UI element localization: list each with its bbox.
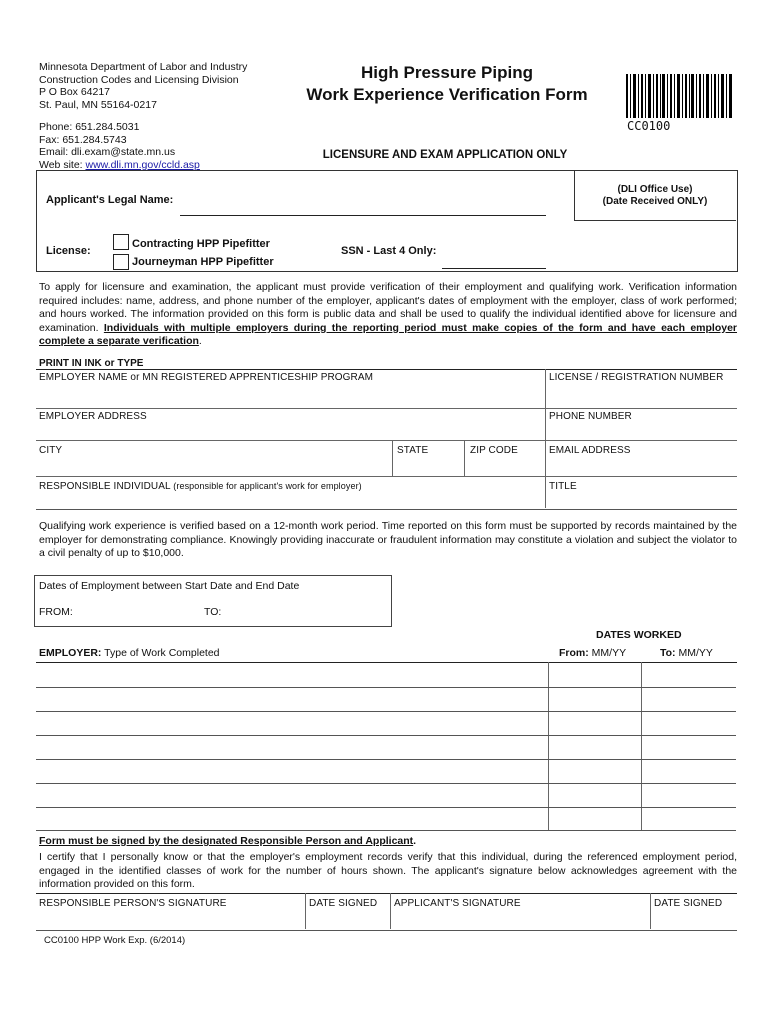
dates-heading: Dates of Employment between Start Date and End Date [39, 580, 300, 592]
employer-label: EMPLOYER: [39, 647, 102, 659]
agency-division: Construction Codes and Licensing Division [39, 73, 239, 86]
intro-emphasis: Individuals with multiple employers during the reporting period must make copies of the form and have each employer complete a separate verification [39, 321, 738, 348]
ssn-field[interactable] [442, 268, 546, 269]
work-type-header [39, 647, 220, 659]
sig-col-1 [305, 893, 306, 929]
responsible-label [39, 481, 362, 492]
agency-fax: Fax: 651.284.5743 [39, 133, 127, 146]
agency-phone: Phone: 651.284.5031 [39, 121, 140, 133]
license-label: License: [46, 245, 91, 257]
work-row-3[interactable] [36, 735, 736, 736]
date-signed-label-2: DATE SIGNED [654, 898, 723, 909]
to-label: TO: [204, 606, 222, 618]
work-table-top [36, 662, 737, 663]
employer-address-label: EMPLOYER ADDRESS [39, 411, 147, 422]
title-line-1: High Pressure Piping [361, 63, 533, 82]
journeyman-checkbox[interactable] [113, 254, 129, 270]
to-mmyy-header [660, 647, 713, 659]
agency-email: Email: dli.exam@state.mn.us [39, 146, 176, 158]
to-header-format: MM/YY [675, 647, 713, 659]
work-row-2[interactable] [36, 711, 736, 712]
contracting-option-label: Contracting HPP Pipefitter [132, 238, 270, 250]
form-title [292, 62, 602, 106]
applicant-signature-label: APPLICANT'S SIGNATURE [394, 898, 521, 909]
emp-row-line-3 [36, 476, 737, 477]
barcode [626, 74, 732, 118]
office-use-line-2: (Date Received ONLY) [602, 196, 708, 207]
signature-heading [39, 835, 416, 847]
dates-worked-heading: DATES WORKED [596, 629, 682, 641]
contracting-checkbox[interactable] [113, 234, 129, 250]
work-row-4[interactable] [36, 759, 736, 760]
legal-name-field[interactable] [180, 215, 546, 216]
zip-col-line [464, 440, 465, 476]
agency-city: St. Paul, MN 55164-0217 [39, 98, 157, 111]
responsible-individual: RESPONSIBLE INDIVIDUAL [39, 481, 171, 492]
footer-form-id: CC0100 HPP Work Exp. (6/2014) [44, 935, 186, 946]
sig-col-2 [390, 893, 391, 929]
sig-col-3 [650, 893, 651, 929]
title-line-2: Work Experience Verification Form [306, 85, 588, 104]
from-header-label: From: [559, 647, 589, 659]
work-row-6[interactable] [36, 807, 736, 808]
signature-heading-text: Form must be signed by the designated Responsible Person and Applicant [39, 835, 414, 847]
phone-number-label: PHONE NUMBER [549, 411, 632, 422]
signature-heading-end: . [413, 835, 417, 847]
zip-label: ZIP CODE [470, 445, 518, 456]
email-label: EMAIL ADDRESS [549, 445, 631, 456]
responsible-signature-label: RESPONSIBLE PERSON'S SIGNATURE [39, 898, 227, 909]
emp-row-line-2 [36, 440, 737, 441]
web-label: Web site: [39, 158, 86, 171]
state-col-line [392, 440, 393, 476]
responsible-note: (responsible for applicant's work for employer) [170, 481, 362, 491]
form-code: CC0100 [627, 119, 671, 133]
work-row-5[interactable] [36, 783, 736, 784]
office-use-divider-h [574, 220, 736, 221]
qualifying-paragraph: Qualifying work experience is verified based on a 12-month work period. Time reported on this form must be supported by records maintained by the employer for demonstrating compliance. Knowingly providing inaccurate or fraudulent information may constitute a violation and subject the violator to a civil penalty of up to $10,000. [39, 520, 737, 560]
office-use-line-1: (DLI Office Use) [617, 184, 693, 195]
agency-address [39, 61, 247, 111]
state-label: STATE [397, 445, 429, 456]
date-signed-label-1: DATE SIGNED [309, 898, 378, 909]
city-label: CITY [39, 445, 63, 456]
emp-col-line [545, 369, 546, 508]
from-header-format: MM/YY [588, 647, 627, 659]
journeyman-option-label: Journeyman HPP Pipefitter [132, 256, 274, 268]
title-label: TITLE [549, 481, 577, 492]
web-link[interactable]: www.dli.mn.gov/ccld.asp [85, 158, 200, 171]
certify-paragraph: I certify that I personally know or that the employer's employment records verify that this individual, during the referenced employment period, engaged in the identified classes of work for the number of hours shown. The applicant's signature below acknowledges agreement with the information provided on this form. [39, 851, 737, 891]
office-use-note [575, 184, 735, 208]
work-row-1[interactable] [36, 687, 736, 688]
emp-row-line-1 [36, 408, 737, 409]
from-mmyy-header [559, 647, 626, 659]
agency-po-box: P O Box 64217 [39, 86, 111, 98]
print-note: PRINT IN INK or TYPE [39, 358, 144, 369]
work-row-7[interactable] [36, 830, 736, 831]
intro-paragraph [39, 281, 737, 349]
ssn-label: SSN - Last 4 Only: [341, 245, 437, 257]
intro-end: . [198, 335, 202, 348]
license-number-label: LICENSE / REGISTRATION NUMBER [549, 372, 724, 383]
to-header-label: To: [660, 647, 676, 659]
agency-contact [39, 121, 200, 171]
from-label: FROM: [39, 606, 73, 618]
subtitle: LICENSURE AND EXAM APPLICATION ONLY [322, 149, 568, 161]
employer-name-label: EMPLOYER NAME or MN REGISTERED APPRENTICESHIP PROGRAM [39, 372, 374, 383]
type-of-work-label: Type of Work Completed [101, 647, 220, 659]
intro-text: To apply for licensure and examination, the applicant must provide verification of their employment and qualifying work. Verification information required includes: name, address, and phone number of the employer, applicant's dates of employment with the employer, class of work performed; and hours worked. The information provided on this form is public data and shall be used to qualify the individual identified above for licensure and examination. [39, 281, 737, 334]
agency-name: Minnesota Department of Labor and Industry [39, 61, 248, 73]
legal-name-label: Applicant's Legal Name: [46, 194, 174, 206]
